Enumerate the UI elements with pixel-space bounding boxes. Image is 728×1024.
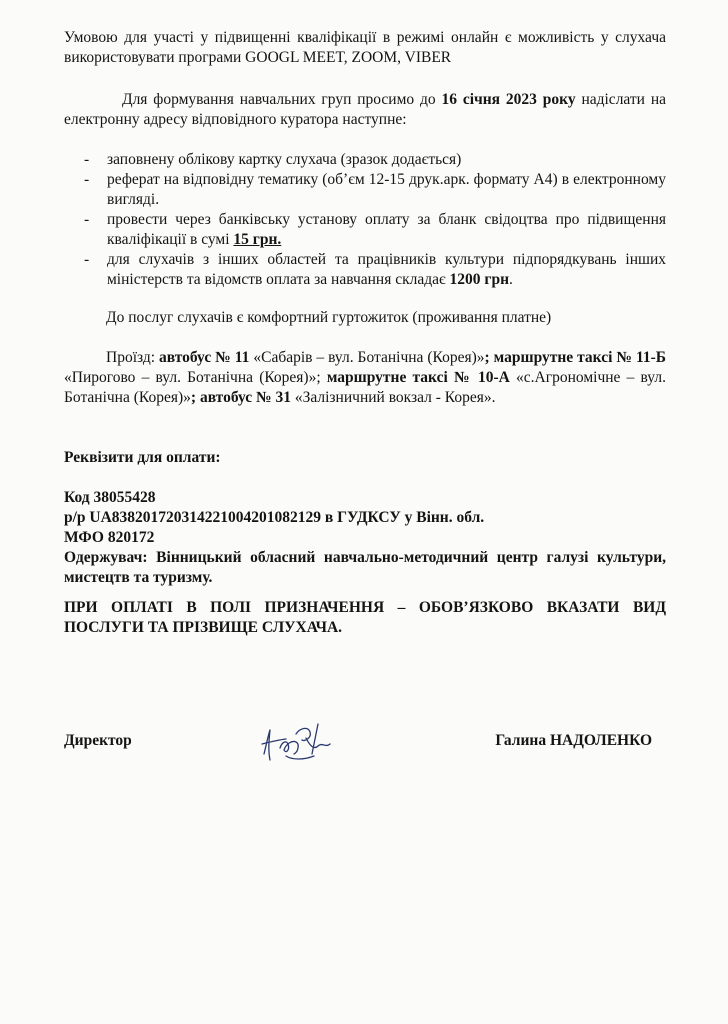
recipient-label: Одержувач: xyxy=(64,549,148,566)
online-condition-text: Умовою для участі у підвищенні кваліфікації в режимі онлайн є можливість у слухача використовувати програми GOOGL MEET, ZOOM, VIBER xyxy=(64,29,666,66)
list-item xyxy=(64,210,666,250)
travel-label: Проїзд: xyxy=(106,349,159,366)
payment-notice xyxy=(64,598,666,638)
travel-separator: ; xyxy=(484,349,494,366)
list-item xyxy=(64,170,666,210)
route-pyrohovo: «Пирогово – вул. Ботанічна (Корея)»; xyxy=(64,369,327,386)
payment-notice-text: ПРИ ОПЛАТІ В ПОЛІ ПРИЗНАЧЕННЯ – ОБОВ’ЯЗКОВО ВКАЗАТИ ВИД ПОСЛУГИ ТА ПРІЗВИЩЕ СЛУХАЧА. xyxy=(64,599,666,636)
tuition-period: . xyxy=(509,271,513,288)
tuition-fee: 1200 грн xyxy=(449,271,509,288)
travel-paragraph xyxy=(64,348,666,408)
bus-11: автобус № 11 xyxy=(159,349,250,366)
taxi-11b: маршрутне таксі № 11-Б xyxy=(493,349,667,366)
travel-separator: ; xyxy=(190,389,200,406)
groups-text-after: надіслати на електронну адресу відповідного куратора наступне: xyxy=(64,91,666,128)
director-title: Директор xyxy=(64,732,132,749)
requisites-heading xyxy=(64,448,666,468)
groups-text-before: Для формування навчальних груп просимо до xyxy=(122,91,442,108)
dormitory-text: До послуг слухачів є комфортний гуртожиток (проживання платне) xyxy=(106,309,552,326)
route-sabariv: «Сабарів – вул. Ботанічна (Корея)» xyxy=(249,349,485,366)
requisites-heading-text: Реквізити для оплати: xyxy=(64,449,221,466)
certificate-fee: 15 грн. xyxy=(233,231,282,248)
route-ahronomichne: «с.Агрономічне – вул. Ботанічна (Корея)» xyxy=(64,369,666,406)
signature-row xyxy=(64,732,666,792)
requirements-list xyxy=(64,150,666,290)
director-name: Галина НАДОЛЕНКО xyxy=(495,732,652,749)
requirement-tuition-payment: для слухачів з інших областей та працівників культури підпорядкувань інших міністерств та відомств оплата за навчання складає xyxy=(107,251,666,288)
online-condition-paragraph xyxy=(64,28,666,68)
requisites-block xyxy=(64,488,666,588)
bank-account: р/р UA838201720314221004201082129 в ГУДКСУ у Вінн. обл. xyxy=(64,509,485,526)
groups-paragraph xyxy=(64,90,666,130)
route-railway-station: «Залізничний вокзал - Корея». xyxy=(290,389,496,406)
deadline-date: 16 січня 2023 року xyxy=(441,91,576,108)
requirement-registration-card: заповнену облікову картку слухача (зразок додається) xyxy=(107,151,462,168)
dormitory-paragraph xyxy=(64,308,666,328)
list-dash: - xyxy=(84,171,90,188)
mfo-code: МФО 820172 xyxy=(64,529,155,546)
list-dash: - xyxy=(84,151,90,168)
edrpou-code: Код 38055428 xyxy=(64,489,156,506)
requirement-certificate-payment: провести через банківську установу оплату за бланк свідоцтва про підвищення кваліфікації в сумі xyxy=(107,211,666,248)
list-item xyxy=(64,250,666,290)
recipient xyxy=(64,548,666,588)
recipient-name: Вінницький обласний навчально-методичний центр галузі культури, мистецтв та туризму. xyxy=(64,549,666,586)
list-item xyxy=(64,150,666,170)
list-dash: - xyxy=(84,211,90,228)
requirement-essay: реферат на відповідну тематику (об’єм 12-15 друк.арк. формату А4) в електронному вигляді. xyxy=(107,171,666,208)
list-dash: - xyxy=(84,251,90,268)
handwritten-signature xyxy=(256,720,346,770)
bus-31: автобус № 31 xyxy=(199,389,291,406)
taxi-10a: маршрутне таксі № 10-А xyxy=(326,369,510,386)
